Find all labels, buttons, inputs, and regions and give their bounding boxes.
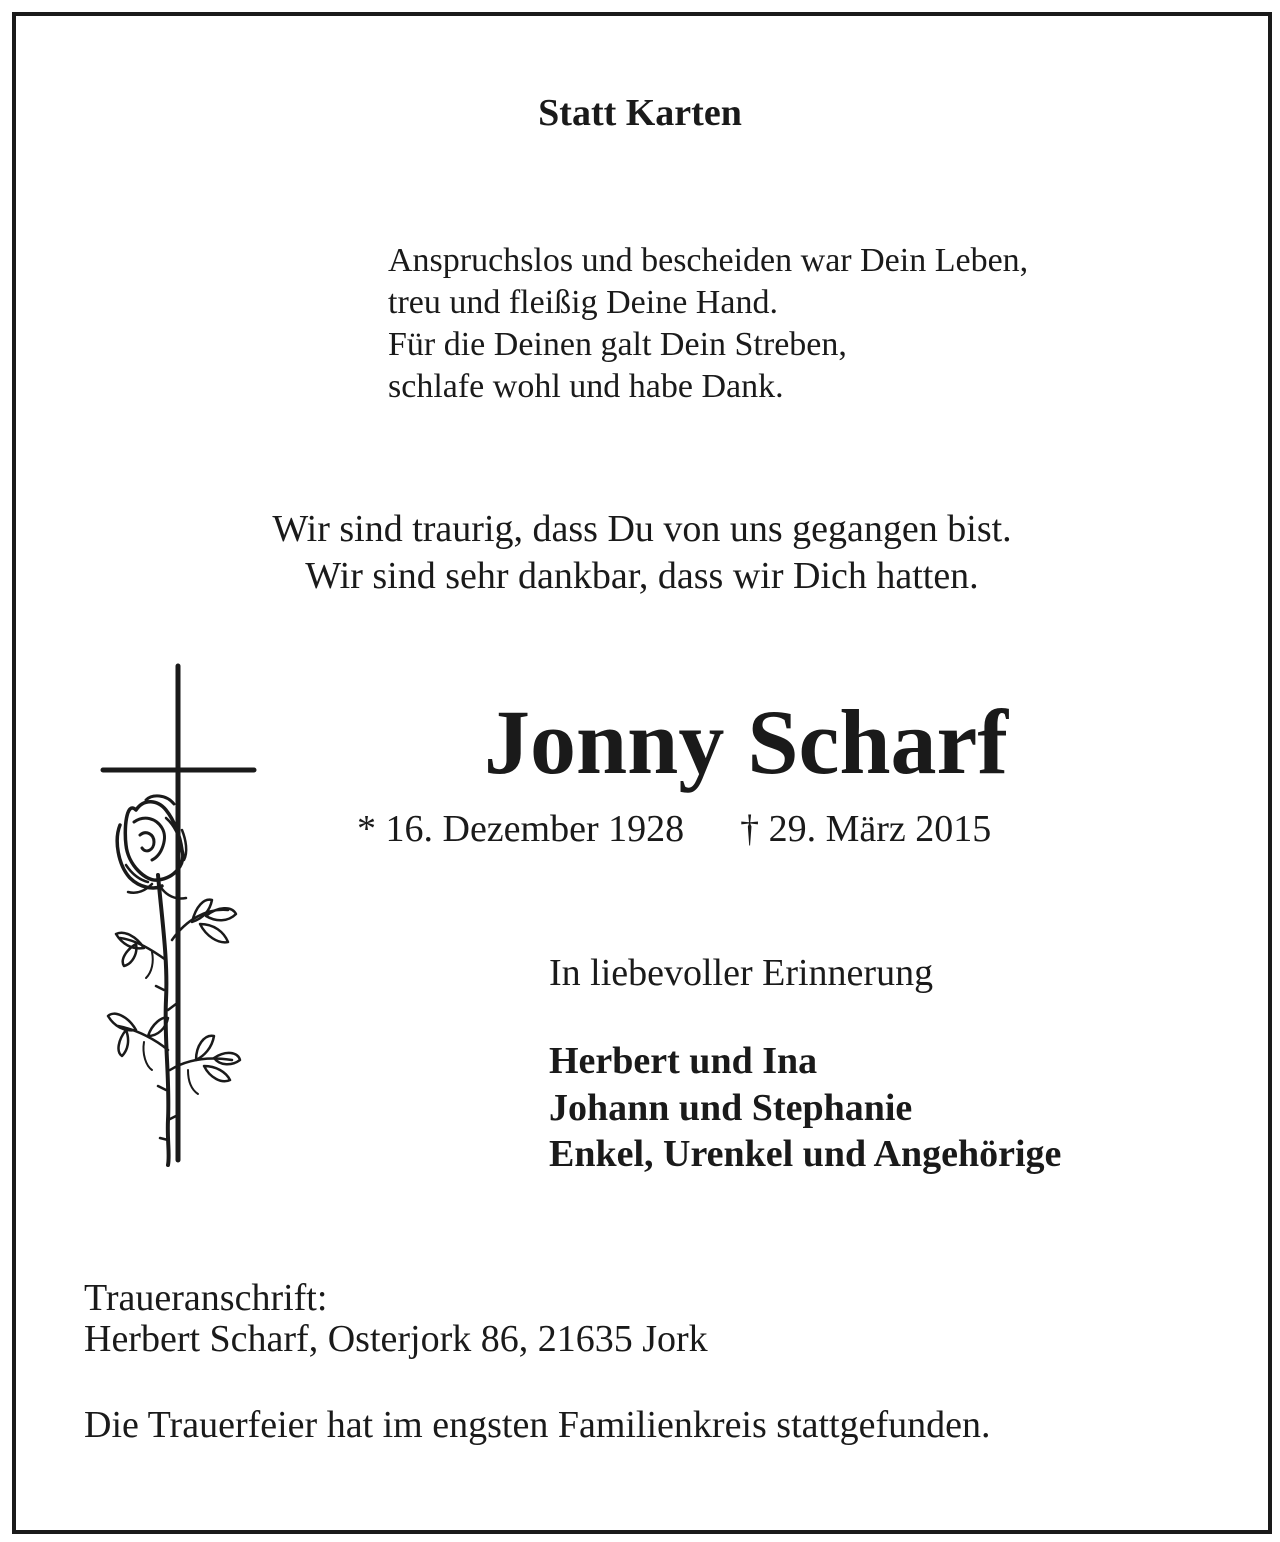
family-line: Johann und Stephanie — [549, 1086, 913, 1129]
poem-line: Anspruchslos und bescheiden war Dein Leben, — [388, 242, 1029, 279]
address-value: Herbert Scharf, Osterjork 86, 21635 Jork — [84, 1318, 708, 1360]
sentiment-line: Wir sind sehr dankbar, dass wir Dich hatten. — [305, 555, 979, 597]
poem-line: schlafe wohl und habe Dank. — [388, 368, 784, 405]
life-dates — [357, 806, 991, 852]
sentiment — [0, 506, 1280, 600]
sentiment-line: Wir sind traurig, dass Du von uns gegangen bist. — [272, 508, 1012, 550]
family-line: Herbert und Ina — [549, 1040, 818, 1082]
memory-line: In liebevoller Erinnerung — [549, 952, 934, 994]
poem-line: Für die Deinen galt Dein Streben, — [388, 326, 847, 363]
family-signatures — [549, 1038, 1061, 1178]
mourning-address — [84, 1278, 708, 1360]
death-date: † 29. März 2015 — [740, 808, 992, 850]
deceased-name: Jonny Scharf — [484, 691, 1008, 793]
notice-heading: Statt Karten — [538, 92, 742, 134]
poem — [388, 240, 1028, 408]
address-label: Traueranschrift: — [84, 1277, 328, 1319]
poem-line: treu und fleißig Deine Hand. — [388, 284, 778, 321]
cross-with-rose-icon — [96, 660, 266, 1172]
birth-date: * 16. Dezember 1928 — [357, 808, 685, 850]
family-line: Enkel, Urenkel und Angehörige — [549, 1133, 1062, 1175]
ceremony-note: Die Trauerfeier hat im engsten Familienkreis stattgefunden. — [84, 1404, 991, 1446]
